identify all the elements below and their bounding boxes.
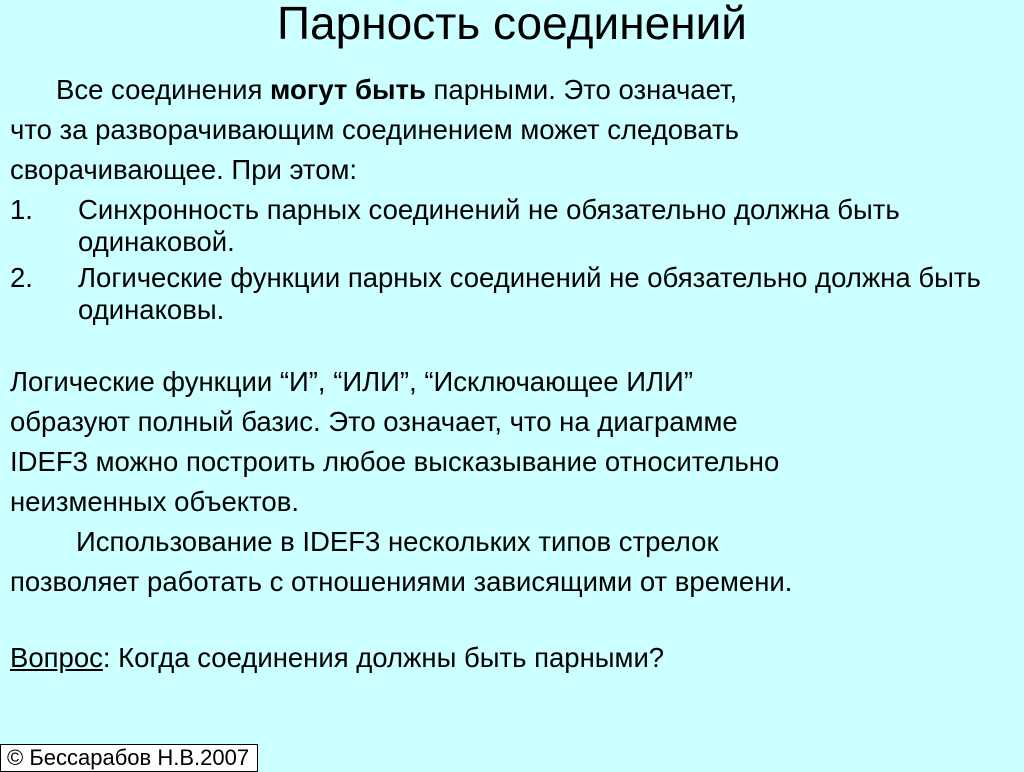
list-item-1 — [10, 194, 1010, 258]
question-line — [10, 638, 1010, 678]
slide-title: Парность соединений — [276, 0, 748, 49]
paragraph2-line-4: неизменных объектов. — [10, 486, 299, 517]
intro-line-1 — [10, 70, 1010, 110]
spacer — [10, 602, 1010, 638]
list-text: Логические функции парных соединений не обязательно должна быть одинаковы. — [78, 262, 981, 325]
list-text: Синхронность парных соединений не обязательно должна быть одинаковой. — [78, 194, 900, 257]
copyright-footer: © Бессарабов Н.В.2007 — [0, 744, 258, 772]
intro-line-3: сворачивающее. При этом: — [10, 154, 358, 185]
question-text: : Когда соединения должны быть парными? — [102, 642, 665, 673]
intro-text-start: Все соединения — [56, 74, 271, 105]
spacer — [10, 326, 1010, 362]
paragraph2-line-3: IDEF3 можно построить любое высказывание относительно — [10, 446, 780, 477]
paragraph3-line-2: позволяет работать с отношениями зависящими от времени. — [10, 566, 793, 597]
list-item-2 — [10, 262, 1010, 326]
paragraph2-line-1: Логические функции “И”, “ИЛИ”, “Исключающее ИЛИ” — [10, 366, 693, 397]
question-label: Вопрос — [10, 642, 103, 673]
paragraph2-line-2: образуют полный базис. Это означает, что на диаграмме — [10, 406, 738, 437]
list-number: 2. — [10, 262, 33, 293]
slide-body — [10, 70, 1010, 678]
intro-bold-text: могут быть — [270, 74, 426, 105]
list-number: 1. — [10, 194, 33, 225]
intro-text-end: парными. Это означает, — [425, 74, 738, 105]
intro-line-2: что за разворачивающим соединением может следовать — [10, 114, 739, 145]
paragraph3-line-1: Использование в IDEF3 нескольких типов стрелок — [76, 526, 719, 557]
